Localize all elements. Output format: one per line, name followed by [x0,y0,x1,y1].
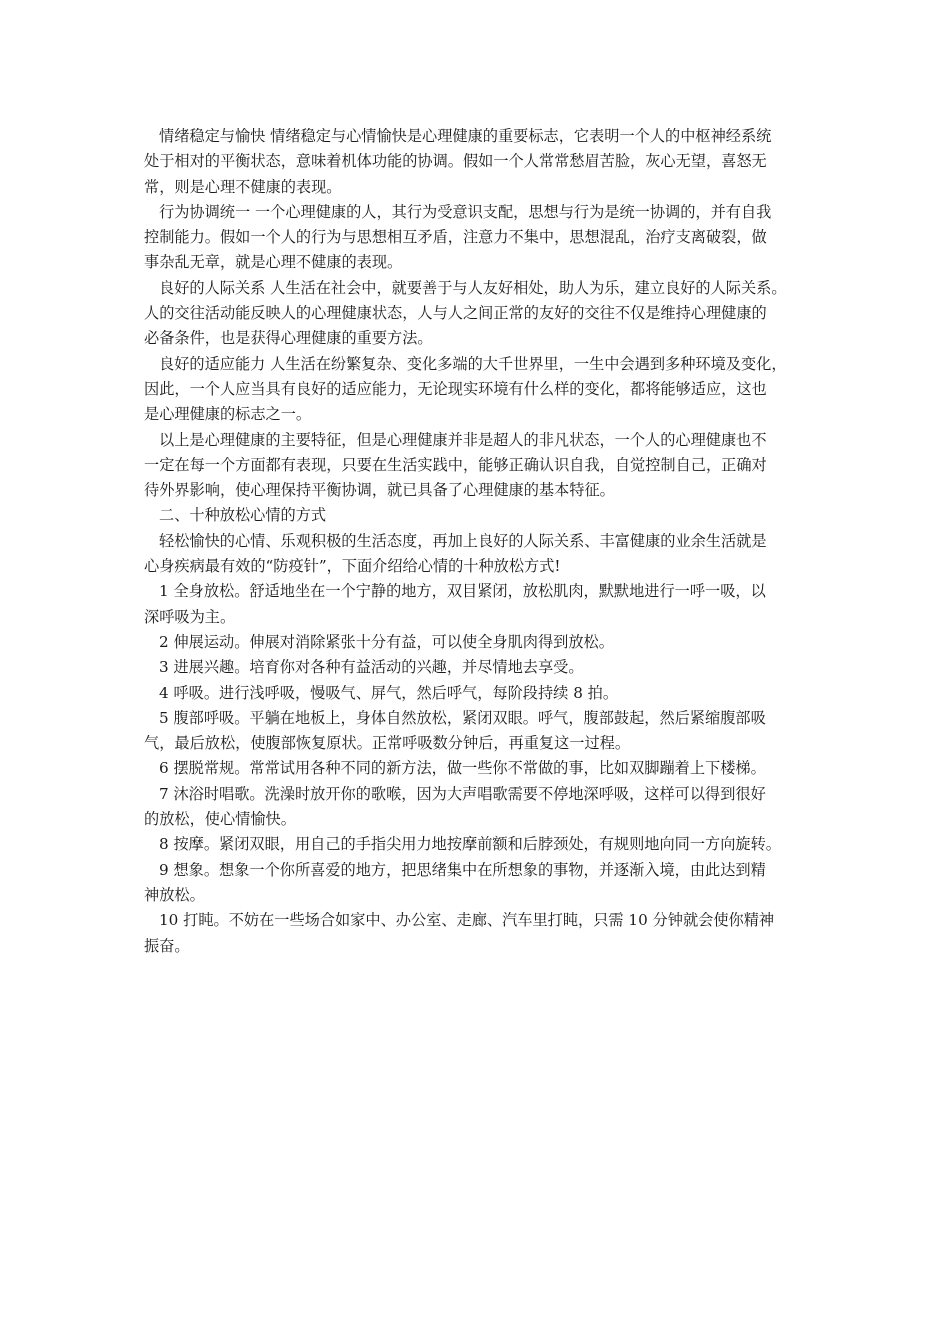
paragraph-behavior-coordination: 行为协调统一 一个心理健康的人，其行为受意识支配，思想与行为是统一协调的，并有自我 控制能力。假如一个人的行为与思想相互矛盾，注意力不集中，思想混乱，治疗支离破裂，做 事杂乱无章，就是心理不健康的表现。 [144,202,772,272]
document-page [144,124,824,959]
paragraph-summary: 以上是心理健康的主要特征，但是心理健康并非是超人的非凡状态，一个人的心理健康也不 一定在每一个方面都有表现，只要在生活实践中，能够正确认识自我，自觉控制自己，正确对 待外界影响，使心理保持平衡协调，就已具备了心理健康的基本特征。 [144,430,767,500]
paragraph-intro: 轻松愉快的心情、乐观积极的生活态度，再加上良好的人际关系、丰富健康的业余生活就是 心身疾病最有效的“防疫针”，下面介绍给心情的十种放松方式! [144,531,767,576]
list-item-3: 3 进展兴趣。培育你对各种有益活动的兴趣，并尽情地去享受。 [159,658,584,677]
list-item-4: 4 呼吸。进行浅呼吸，慢吸气、屏气，然后呼气，每阶段持续 8 拍。 [159,683,619,702]
list-item-5: 5 腹部呼吸。平躺在地板上，身体自然放松，紧闭双眼。呼气，腹部鼓起，然后紧缩腹部吸 气，最后放松，使腹部恢复原状。正常呼吸数分钟后，再重复这一过程。 [144,708,766,753]
list-item-9: 9 想象。想象一个你所喜爱的地方，把思绪集中在所想象的事物，并逐渐入境，由此达到精 神放松。 [144,860,766,904]
paragraph-interpersonal-relations: 良好的人际关系 人生活在社会中，就要善于与人友好相处，助人为乐，建立良好的人际关系。 人的交往活动能反映人的心理健康状态，人与人之间正常的友好的交往不仅是维持心理健康的 必备条件，也是获得心理健康的重要方法。 [144,278,787,348]
list-item-2: 2 伸展运动。伸展对消除紧张十分有益，可以使全身肌肉得到放松。 [159,632,614,651]
paragraph-emotional-stability: 情绪稳定与愉快 情绪稳定与心情愉快是心理健康的重要标志，它表明一个人的中枢神经系统 处于相对的平衡状态，意味着机体功能的协调。假如一个人常常愁眉苦脸，灰心无望，喜怒无 常，则是心理不健康的表现。 [144,127,772,196]
section-heading: 二、十种放松心情的方式 [159,506,327,525]
paragraph-adaptability: 良好的适应能力 人生活在纷繁复杂、变化多端的大千世界里，一生中会遇到多种环境及变化， 因此，一个人应当具有良好的适应能力，无论现实环境有什么样的变化，都将能够适应，这也 是心理健康的标志之一。 [144,354,787,424]
list-item-8: 8 按摩。紧闭双眼，用自己的手指尖用力地按摩前额和后脖颈处，有规则地向同一方向旋转。 [159,835,781,854]
list-item-6: 6 摆脱常规。常常试用各种不同的新方法，做一些你不常做的事，比如双脚蹦着上下楼梯。 [159,759,766,778]
list-item-7: 7 沐浴时唱歌。洗澡时放开你的歌喉，因为大声唱歌需要不停地深呼吸，这样可以得到很好 的放松，使心情愉快。 [144,784,766,829]
list-item-10: 10 打盹。不妨在一些场合如家中、办公室、走廊、汽车里打盹，只需 10 分钟就会使你精神 振奋。 [144,911,775,955]
list-item-1: 1 全身放松。舒适地坐在一个宁静的地方，双目紧闭，放松肌肉，默默地进行一呼一吸，以 深呼吸为主。 [144,582,766,626]
